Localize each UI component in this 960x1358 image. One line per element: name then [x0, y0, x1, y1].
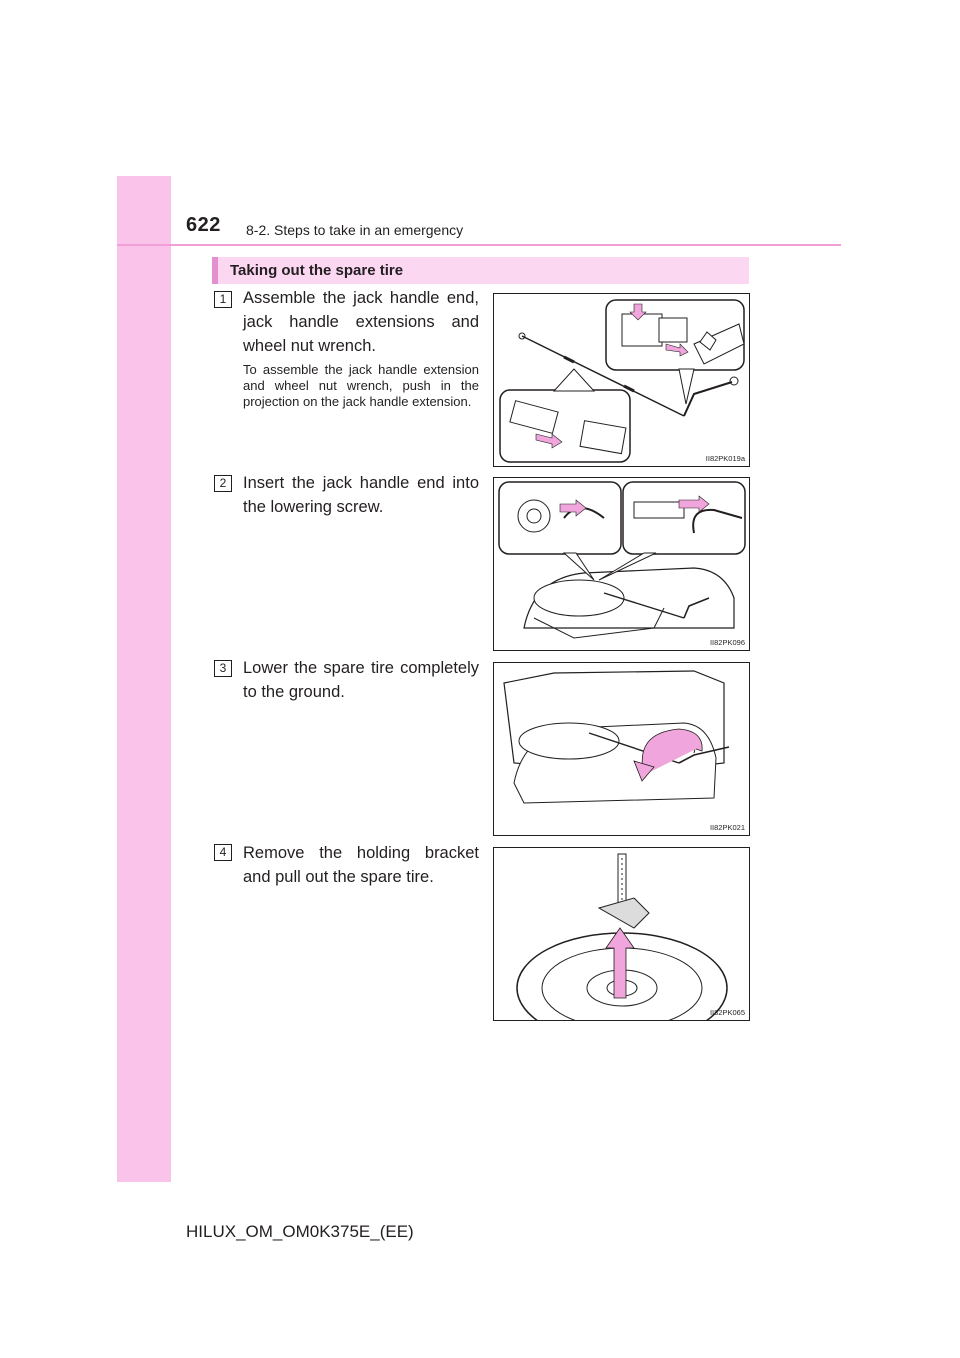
lowering-tire-illustration — [494, 663, 749, 835]
section-title: Taking out the spare tire — [230, 262, 404, 279]
page-number: 622 — [186, 214, 221, 236]
step-text-1: Assemble the jack handle end, jack handle extensions and wheel nut wrench. — [243, 289, 479, 355]
figure-code-4: II82PK065 — [709, 1008, 745, 1017]
figure-assemble-handle — [493, 293, 750, 467]
step-text-3: Lower the spare tire completely to the ground. — [243, 659, 479, 701]
figure-lower-tire — [493, 662, 750, 836]
handle-assembly-illustration — [494, 294, 749, 466]
side-tab-band — [117, 176, 171, 1182]
spare-tire-illustration — [494, 848, 749, 1020]
figure-insert-handle — [493, 477, 750, 651]
step-text-4: Remove the holding bracket and pull out the spare tire. — [243, 844, 479, 886]
figure-code-1: II82PK019a — [705, 454, 745, 463]
step-number-1: 1 — [214, 291, 232, 308]
figure-code-3: II82PK021 — [709, 823, 745, 832]
document-id: HILUX_OM_OM0K375E_(EE) — [186, 1222, 414, 1241]
step-number-3: 3 — [214, 660, 232, 677]
figure-code-2: II82PK096 — [709, 638, 745, 647]
figure-remove-bracket — [493, 847, 750, 1021]
section-title-bar — [212, 257, 749, 284]
step-text-2: Insert the jack handle end into the lowering screw. — [243, 474, 479, 516]
chapter-heading: 8-2. Steps to take in an emergency — [246, 222, 464, 238]
step-number-4: 4 — [214, 844, 232, 861]
step-note-1: To assemble the jack handle extension and wheel nut wrench, push in the projection on the jack handle extension. — [243, 362, 479, 409]
header-divider — [117, 244, 841, 246]
step-number-2: 2 — [214, 475, 232, 492]
lowering-screw-illustration — [494, 478, 749, 650]
